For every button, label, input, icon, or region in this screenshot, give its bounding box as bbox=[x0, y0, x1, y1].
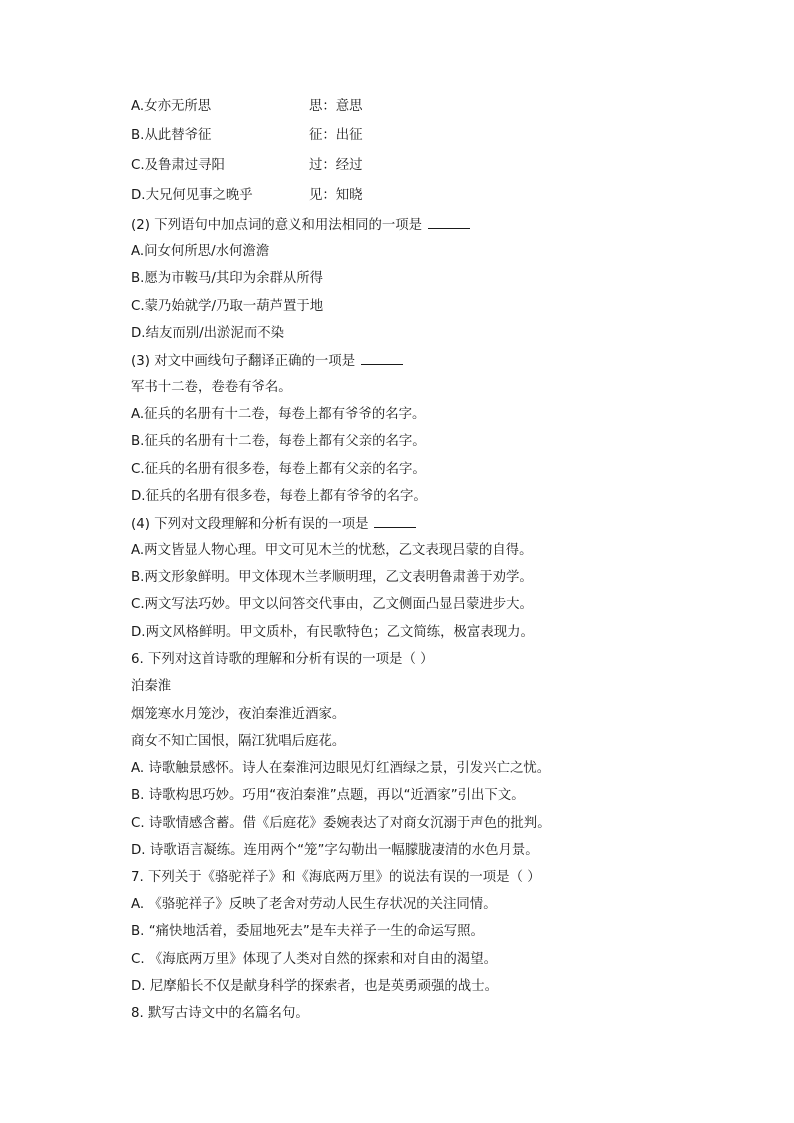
q6-option-b: B. 诗歌构思巧妙。巧用“夜泊秦淮”点题，再以“近酒家”引出下文。 bbox=[131, 788, 525, 803]
q6-option-a: A. 诗歌触景感怀。诗人在秦淮河边眼见灯红酒绿之景，引发兴亡之忧。 bbox=[131, 761, 551, 776]
q6-option-c: C. 诗歌情感含蓄。借《后庭花》委婉表达了对商女沉溺于声色的批判。 bbox=[131, 816, 551, 831]
poem-line-1: 烟笼寒水月笼沙，夜泊秦淮近酒家。 bbox=[131, 707, 346, 722]
q4-option-c: C.两文写法巧妙。甲文以问答交代事由，乙文侧面凸显吕蒙进步大。 bbox=[131, 597, 533, 612]
q1-option-text: D.大兄何见事之晚乎 bbox=[131, 188, 253, 203]
q1-option-text: B.从此替爷征 bbox=[131, 128, 212, 143]
q7-option-d: D. 尼摩船长不仅是献身科学的探索者，也是英勇顽强的战士。 bbox=[131, 979, 498, 994]
q3-option-b: B.征兵的名册有十二卷，每卷上都有父亲的名字。 bbox=[131, 434, 426, 449]
q8-stem: 8. 默写古诗文中的名篇名句。 bbox=[131, 1006, 309, 1021]
q4-stem-text: (4) 下列对文段理解和分析有误的一项是 bbox=[131, 517, 369, 532]
q2-answer-blank[interactable] bbox=[428, 216, 470, 229]
q1-option-d bbox=[131, 187, 551, 205]
q2-option-b: B.愿为市鞍马/其印为余群从所得 bbox=[131, 271, 324, 286]
q4-stem bbox=[131, 515, 416, 534]
q1-option-a bbox=[131, 98, 551, 116]
q4-option-b: B.两文形象鲜明。甲文体现木兰孝顺明理，乙文表明鲁肃善于劝学。 bbox=[131, 570, 533, 585]
q3-option-c: C.征兵的名册有很多卷，每卷上都有父亲的名字。 bbox=[131, 462, 426, 477]
poem-title: 泊秦淮 bbox=[131, 679, 172, 694]
q4-answer-blank[interactable] bbox=[374, 515, 416, 528]
q2-stem-text: (2) 下列语句中加点词的意义和用法相同的一项是 bbox=[131, 218, 423, 233]
q1-option-b bbox=[131, 127, 551, 145]
q1-option-gloss: 见：知晓 bbox=[309, 188, 363, 203]
q3-option-a: A.征兵的名册有十二卷，每卷上都有爷爷的名字。 bbox=[131, 407, 426, 422]
q3-option-d: D.征兵的名册有很多卷，每卷上都有爷爷的名字。 bbox=[131, 489, 427, 504]
q3-sentence: 军书十二卷，卷卷有爷名。 bbox=[131, 380, 292, 395]
q4-option-a: A.两文皆显人物心理。甲文可见木兰的忧愁，乙文表现吕蒙的自得。 bbox=[131, 543, 533, 558]
q1-option-gloss: 过：经过 bbox=[309, 158, 363, 173]
q7-option-b: B. “痛快地活着，委屈地死去”是车夫祥子一生的命运写照。 bbox=[131, 924, 484, 939]
q7-option-c: C. 《海底两万里》体现了人类对自然的探索和对自由的渴望。 bbox=[131, 952, 498, 967]
q4-option-d: D.两文风格鲜明。甲文质朴，有民歌特色；乙文简练，极富表现力。 bbox=[131, 625, 534, 640]
q3-answer-blank[interactable] bbox=[361, 352, 403, 365]
q1-option-text: A.女亦无所思 bbox=[131, 99, 212, 114]
q2-option-d: D.结友而别/出淤泥而不染 bbox=[131, 326, 284, 341]
q7-stem: 7. 下列关于《骆驼祥子》和《海底两万里》的说法有误的一项是（ ） bbox=[131, 870, 541, 885]
q1-option-c bbox=[131, 157, 551, 175]
q6-stem: 6. 下列对这首诗歌的理解和分析有误的一项是（ ） bbox=[131, 652, 434, 667]
q3-stem-text: (3) 对文中画线句子翻译正确的一项是 bbox=[131, 354, 356, 369]
q7-option-a: A. 《骆驼祥子》反映了老舍对劳动人民生存状况的关注同情。 bbox=[131, 897, 497, 912]
q3-stem bbox=[131, 352, 403, 371]
q2-option-a: A.问女何所思/水何澹澹 bbox=[131, 244, 270, 259]
poem-line-2: 商女不知亡国恨，隔江犹唱后庭花。 bbox=[131, 734, 346, 749]
q6-option-d: D. 诗歌语言凝练。连用两个“笼”字勾勒出一幅朦胧凄清的水色月景。 bbox=[131, 843, 539, 858]
q2-option-c: C.蒙乃始就学/乃取一葫芦置于地 bbox=[131, 299, 324, 314]
q1-option-text: C.及鲁肃过寻阳 bbox=[131, 158, 225, 173]
q1-option-gloss: 征：出征 bbox=[309, 128, 363, 143]
q1-option-gloss: 思：意思 bbox=[309, 99, 363, 114]
q2-stem bbox=[131, 216, 470, 235]
